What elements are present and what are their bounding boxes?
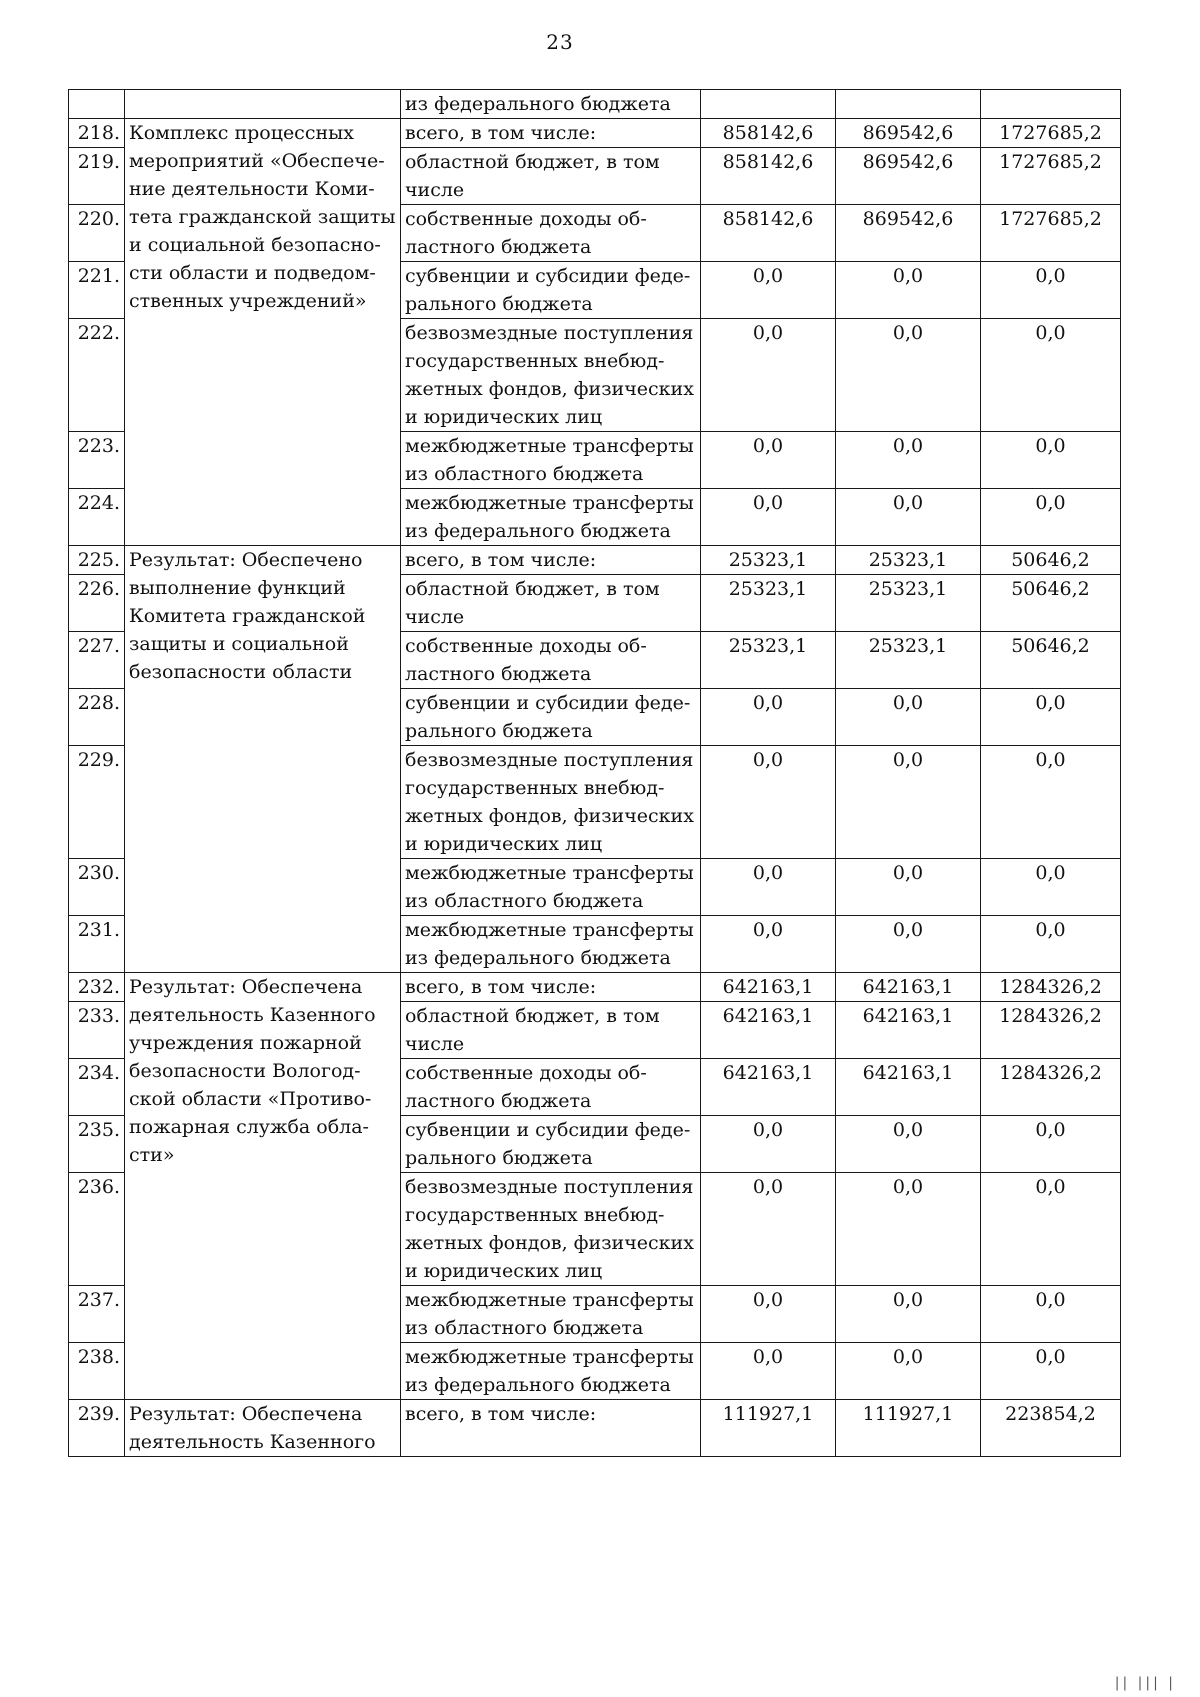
row-number-cell: 225. [69, 546, 125, 575]
source-cell: из федерального бюджета [401, 90, 701, 119]
amount-cell-v1: 642163,1 [701, 1059, 836, 1116]
amount-cell-v1: 0,0 [701, 1116, 836, 1173]
table-row [69, 90, 1121, 119]
amount-cell-v3: 0,0 [981, 1116, 1121, 1173]
funding-source-cell: собственные доходы об- ластного бюджета [401, 632, 701, 689]
amount-cell-v3: 0,0 [981, 746, 1121, 859]
amount-cell-v3: 1727685,2 [981, 119, 1121, 148]
amount-cell-v1: 0,0 [701, 1286, 836, 1343]
funding-source-cell: межбюджетные трансферты из областного бюджета [401, 432, 701, 489]
amount-cell-v1: 858142,6 [701, 148, 836, 205]
funding-source-cell: межбюджетные трансферты из федерального бюджета [401, 489, 701, 546]
amount-cell-v1: 0,0 [701, 859, 836, 916]
row-number-cell: 230. [69, 859, 125, 916]
amount-cell-v3: 1284326,2 [981, 973, 1121, 1002]
amount-cell-v1: 0,0 [701, 916, 836, 973]
amount-cell-v3: 0,0 [981, 1286, 1121, 1343]
amount-cell-v2: 0,0 [836, 746, 981, 859]
amount-cell-v3: 1727685,2 [981, 205, 1121, 262]
row-number-cell [69, 90, 125, 119]
amount-cell-v3: 0,0 [981, 489, 1121, 546]
row-number-cell: 219. [69, 148, 125, 205]
amount-cell-v1: 25323,1 [701, 632, 836, 689]
funding-source-cell: областной бюджет, в том числе [401, 148, 701, 205]
funding-source-cell: безвозмездные поступления государственных внебюд- жетных фондов, физических и юридических лиц [401, 319, 701, 432]
funding-source-cell: всего, в том числе: [401, 973, 701, 1002]
name-cell [125, 90, 401, 119]
amount-cell-v2: 0,0 [836, 1173, 981, 1286]
amount-cell-v3: 1284326,2 [981, 1059, 1121, 1116]
funding-source-cell: собственные доходы об- ластного бюджета [401, 1059, 701, 1116]
amount-cell-v1: 0,0 [701, 1343, 836, 1400]
row-number-cell: 226. [69, 575, 125, 632]
table-row [69, 1400, 1121, 1457]
amount-cell-v1: 111927,1 [701, 1400, 836, 1457]
funding-source-cell: межбюджетные трансферты из областного бюджета [401, 859, 701, 916]
amount-cell-v3: 0,0 [981, 1173, 1121, 1286]
amount-cell-v3: 1727685,2 [981, 148, 1121, 205]
amount-cell-v3: 0,0 [981, 1343, 1121, 1400]
amount-cell-v2: 642163,1 [836, 1059, 981, 1116]
amount-cell-v2: 25323,1 [836, 632, 981, 689]
amount-cell-v2: 0,0 [836, 432, 981, 489]
amount-cell-v2: 642163,1 [836, 1002, 981, 1059]
amount-cell-v3: 223854,2 [981, 1400, 1121, 1457]
amount-cell-v3: 0,0 [981, 432, 1121, 489]
amount-cell-v2: 0,0 [836, 689, 981, 746]
amount-cell-v1: 25323,1 [701, 546, 836, 575]
row-number-cell: 222. [69, 319, 125, 432]
row-number-cell: 235. [69, 1116, 125, 1173]
amount-cell-v3: 0,0 [981, 916, 1121, 973]
funding-source-cell: безвозмездные поступления государственных внебюд- жетных фондов, физических и юридических лиц [401, 746, 701, 859]
budget-table [68, 89, 1121, 1457]
value-cell [701, 90, 836, 119]
amount-cell-v3: 1284326,2 [981, 1002, 1121, 1059]
table-row [69, 119, 1121, 148]
amount-cell-v3: 50646,2 [981, 632, 1121, 689]
amount-cell-v3: 50646,2 [981, 575, 1121, 632]
amount-cell-v2: 869542,6 [836, 205, 981, 262]
amount-cell-v3: 0,0 [981, 319, 1121, 432]
amount-cell-v2: 0,0 [836, 916, 981, 973]
amount-cell-v1: 0,0 [701, 262, 836, 319]
funding-source-cell: субвенции и субсидии феде- рального бюджета [401, 262, 701, 319]
funding-source-cell: областной бюджет, в том числе [401, 575, 701, 632]
funding-source-cell: субвенции и субсидии феде- рального бюджета [401, 689, 701, 746]
row-number-cell: 229. [69, 746, 125, 859]
page-number: 23 [546, 30, 574, 54]
amount-cell-v1: 0,0 [701, 489, 836, 546]
row-number-cell: 231. [69, 916, 125, 973]
amount-cell-v1: 642163,1 [701, 1002, 836, 1059]
funding-source-cell: всего, в том числе: [401, 119, 701, 148]
amount-cell-v2: 0,0 [836, 859, 981, 916]
row-number-cell: 228. [69, 689, 125, 746]
amount-cell-v1: 0,0 [701, 689, 836, 746]
amount-cell-v1: 0,0 [701, 319, 836, 432]
row-number-cell: 234. [69, 1059, 125, 1116]
amount-cell-v2: 25323,1 [836, 575, 981, 632]
amount-cell-v1: 0,0 [701, 746, 836, 859]
row-number-cell: 227. [69, 632, 125, 689]
amount-cell-v2: 869542,6 [836, 148, 981, 205]
row-number-cell: 237. [69, 1286, 125, 1343]
amount-cell-v1: 858142,6 [701, 119, 836, 148]
value-cell [981, 90, 1121, 119]
item-name-cell: Результат: Обеспечено выполнение функций Комитета гражданской защиты и социальной безопасности области [125, 546, 401, 973]
amount-cell-v2: 0,0 [836, 489, 981, 546]
scan-marks: || ||| | [1114, 1675, 1176, 1691]
amount-cell-v2: 0,0 [836, 1116, 981, 1173]
amount-cell-v3: 0,0 [981, 859, 1121, 916]
funding-source-cell: безвозмездные поступления государственных внебюд- жетных фондов, физических и юридических лиц [401, 1173, 701, 1286]
row-number-cell: 220. [69, 205, 125, 262]
funding-source-cell: межбюджетные трансферты из областного бюджета [401, 1286, 701, 1343]
amount-cell-v2: 25323,1 [836, 546, 981, 575]
funding-source-cell: областной бюджет, в том числе [401, 1002, 701, 1059]
row-number-cell: 236. [69, 1173, 125, 1286]
row-number-cell: 233. [69, 1002, 125, 1059]
funding-source-cell: всего, в том числе: [401, 546, 701, 575]
amount-cell-v2: 642163,1 [836, 973, 981, 1002]
row-number-cell: 232. [69, 973, 125, 1002]
amount-cell-v2: 0,0 [836, 319, 981, 432]
amount-cell-v1: 0,0 [701, 432, 836, 489]
amount-cell-v2: 0,0 [836, 262, 981, 319]
amount-cell-v3: 0,0 [981, 689, 1121, 746]
funding-source-cell: собственные доходы об- ластного бюджета [401, 205, 701, 262]
row-number-cell: 238. [69, 1343, 125, 1400]
row-number-cell: 218. [69, 119, 125, 148]
row-number-cell: 239. [69, 1400, 125, 1457]
value-cell [836, 90, 981, 119]
row-number-cell: 221. [69, 262, 125, 319]
funding-source-cell: субвенции и субсидии феде- рального бюджета [401, 1116, 701, 1173]
row-number-cell: 224. [69, 489, 125, 546]
table-row [69, 546, 1121, 575]
amount-cell-v1: 642163,1 [701, 973, 836, 1002]
amount-cell-v2: 869542,6 [836, 119, 981, 148]
item-name-cell: Результат: Обеспечена деятельность Казенного [125, 1400, 401, 1457]
item-name-cell: Комплекс процессных мероприятий «Обеспече- ние деятельности Коми- тета гражданской защиты и социальной безопасно- сти области и подведом- ственных учреждений» [125, 119, 401, 546]
funding-source-cell: всего, в том числе: [401, 1400, 701, 1457]
amount-cell-v1: 858142,6 [701, 205, 836, 262]
amount-cell-v2: 0,0 [836, 1343, 981, 1400]
funding-source-cell: межбюджетные трансферты из федерального бюджета [401, 916, 701, 973]
amount-cell-v3: 50646,2 [981, 546, 1121, 575]
amount-cell-v2: 0,0 [836, 1286, 981, 1343]
row-number-cell: 223. [69, 432, 125, 489]
amount-cell-v1: 25323,1 [701, 575, 836, 632]
funding-source-cell: межбюджетные трансферты из федерального бюджета [401, 1343, 701, 1400]
item-name-cell: Результат: Обеспечена деятельность Казенного учреждения пожарной безопасности Вологод- ской области «Противо- пожарная служба обла- сти» [125, 973, 401, 1400]
amount-cell-v3: 0,0 [981, 262, 1121, 319]
amount-cell-v1: 0,0 [701, 1173, 836, 1286]
amount-cell-v2: 111927,1 [836, 1400, 981, 1457]
table-row [69, 973, 1121, 1002]
